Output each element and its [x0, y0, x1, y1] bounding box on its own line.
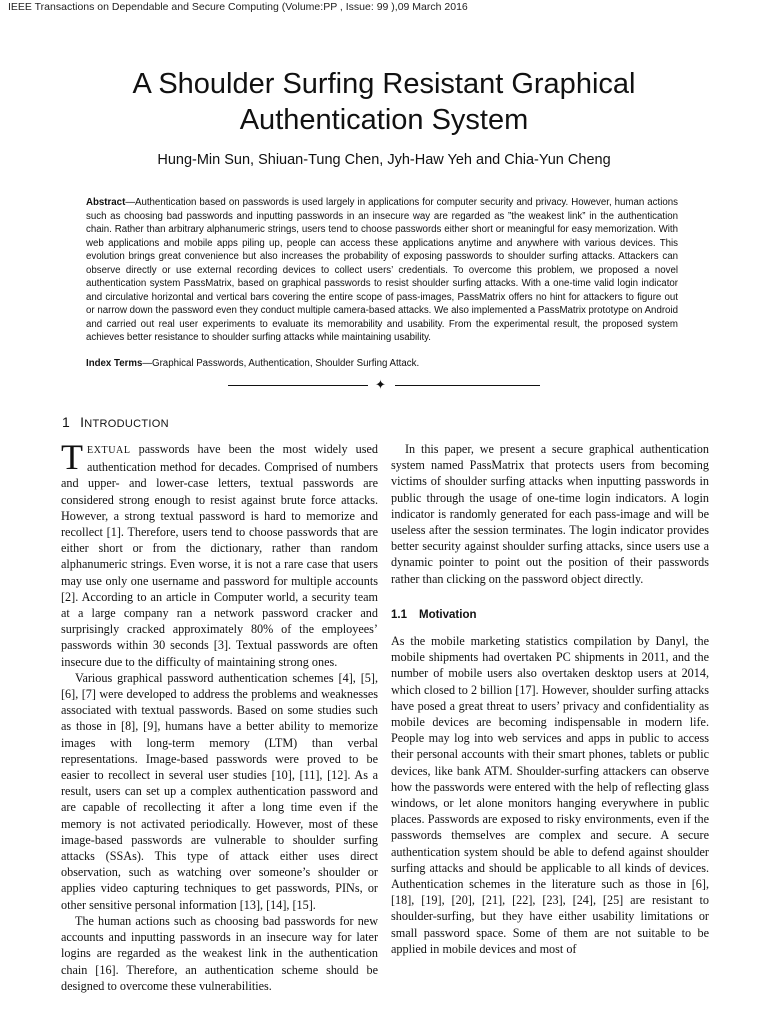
section-title-rest: NTRODUCTION — [84, 418, 169, 430]
abstract — [86, 196, 678, 345]
intro-paragraph-1 — [61, 437, 378, 670]
divider-left — [228, 385, 368, 386]
right-column — [391, 441, 709, 957]
divider-right — [395, 385, 540, 386]
section-title-initial: I — [80, 414, 85, 430]
left-column — [61, 437, 378, 994]
paper-title-line-1: A Shoulder Surfing Resistant Graphical — [132, 68, 636, 100]
abstract-label: Abstract — [86, 197, 126, 208]
paper-title-line-2: Authentication System — [239, 104, 529, 136]
abstract-text: —Authentication based on passwords is used largely in applications for computer security and privacy. However, human actions such as choosing bad passwords and inputting passwords in an insecure way are regarded as ”the weakest link” in the authentication chain. Rather than arbitrary alphanumeric strings, users tend to choose passwords either short or meaningful for easy memorization. With web applications and mobile apps piling up, people can access these applications anytime and anywhere with various devices. This evolution brings great convenience but also increases the probability of exposing passwords to shoulder surfing attacks. Attackers can observe directly or use external recording devices to collect users’ credentials. To overcome this problem, we proposed a novel authentication system PassMatrix, based on graphical passwords to resist shoulder surfing attacks. With a one-time valid login indicator and circulative horizontal and vertical bars covering the entire scope of pass-images, PassMatrix offers no hint for attackers to figure out or narrow down the password even they conduct multiple camera-based attacks. We also implemented a PassMatrix prototype on Android and carried out real user experiments to evaluate its memorability and usability. From the experimental result, the proposed system achieves better resistance to shoulder surfing attacks while maintaining usability. — [86, 197, 678, 343]
diamond-icon: ✦ — [375, 377, 386, 392]
motivation-paragraph-1: As the mobile marketing statistics compilation by Danyl, the mobile shipments had overtaken PC shipments in 2011, and the number of mobile users also overtaken desktop users at 2014, which closed to 2 billion [17]. However, shoulder surfing attacks have posed a great threat to users’ privacy and confidentiality as mobile devices are becoming indispensable in modern life. People may log into web services and apps in public to access their personal accounts with their smart phones, tablets or public devices, like bank ATM. Shoulder-surfing attackers can observe how the passwords were entered with the help of reflecting glass windows, or let alone monitors hanging everywhere in public places. Passwords are exposed to risky environments, even if the passwords themselves are complex and secure. A secure authentication system should be able to defend against shoulder surfing attacks and should be applicable to all kinds of devices. Authentication schemes in the literature such as those in [6], [18], [19], [20], [21], [22], [23], [24], [25] are resistant to shoulder-surfing, but they have either usability limitations or small password space. Some of them are not suitable to be applied in mobile devices and most of — [391, 634, 709, 956]
index-terms-text: —Graphical Passwords, Authentication, Shoulder Surfing Attack. — [142, 358, 420, 369]
subsection-number: 1.1 — [391, 608, 407, 621]
drop-cap: T — [61, 437, 83, 477]
intro-paragraph-4: In this paper, we present a secure graphical authentication system named PassMatrix that protects users from becoming victims of shoulder surfing attacks when inputting passwords in public through the usage of one-time login indicators. A login indicator is randomly generated for each pass-image and will be useless after the session terminates. The login indicator provides better security against shoulder surfing attacks, since users use a dynamic pointer to point out the position of their passwords rather than clicking on the password object directly. — [391, 442, 709, 586]
section-heading-introduction — [62, 414, 169, 430]
first-word: EXTUAL — [87, 445, 131, 456]
subsection-title: Motivation — [419, 608, 477, 621]
intro-paragraph-1-text: passwords have been the most widely used authentication method for decades. Comprised of numbers and upper- and lower-case letters, textual passwords are considered strong enough to resist against brute force attacks. However, a strong textual password is hard to memorize and recollect [1]. Therefore, users tend to choose passwords that are either short or from the dictionary, rather than random alphanumeric strings. Even worse, it is not a rare case that users may use only one username and password for multiple accounts [2]. According to an article in Computer world, a security team at a large company ran a network password cracker and surprisingly cracked approximately 80% of the employees’ passwords within 30 seconds [3]. Textual passwords are often insecure due to the difficulty of maintaining strong ones. — [61, 442, 378, 669]
index-terms — [86, 357, 678, 371]
index-terms-label: Index Terms — [86, 358, 143, 369]
author-list: Hung-Min Sun, Shiuan-Tung Chen, Jyh-Haw Yeh and Chia-Yun Cheng — [157, 152, 611, 168]
paper-title — [60, 66, 708, 138]
section-number: 1 — [62, 414, 71, 430]
subsection-heading-motivation — [391, 607, 709, 623]
intro-paragraph-3: The human actions such as choosing bad passwords for new accounts and inputting passwords in an insecure way for later logins are regarded as the weakest link in the authentication chain [16]. Therefore, an authentication scheme should be designed to overcome these vulnerabilities. — [61, 913, 378, 993]
journal-header: IEEE Transactions on Dependable and Secure Computing (Volume:PP , Issue: 99 ),09 March 2016 — [8, 1, 468, 13]
intro-paragraph-2: Various graphical password authentication schemes [4], [5], [6], [7] were developed to address the problems and weaknesses associated with textual passwords. Based on some studies such as those in [8], [9], humans have a better ability to memorize images with long-term memory (LTM) than verbal representations. Image-based passwords were proved to be easier to recollect in several user studies [10], [11], [12]. As a result, users can set up a complex authentication password and are capable of recollecting it after a long time even if the memory is not activated periodically. However, most of these image-based passwords are vulnerable to shoulder surfing attacks (SSAs). This type of attack either uses direct observation, such as watching over someone’s shoulder or applies video capturing techniques to get passwords, PINs, or other sensitive personal information [13], [14], [15]. — [61, 670, 378, 912]
